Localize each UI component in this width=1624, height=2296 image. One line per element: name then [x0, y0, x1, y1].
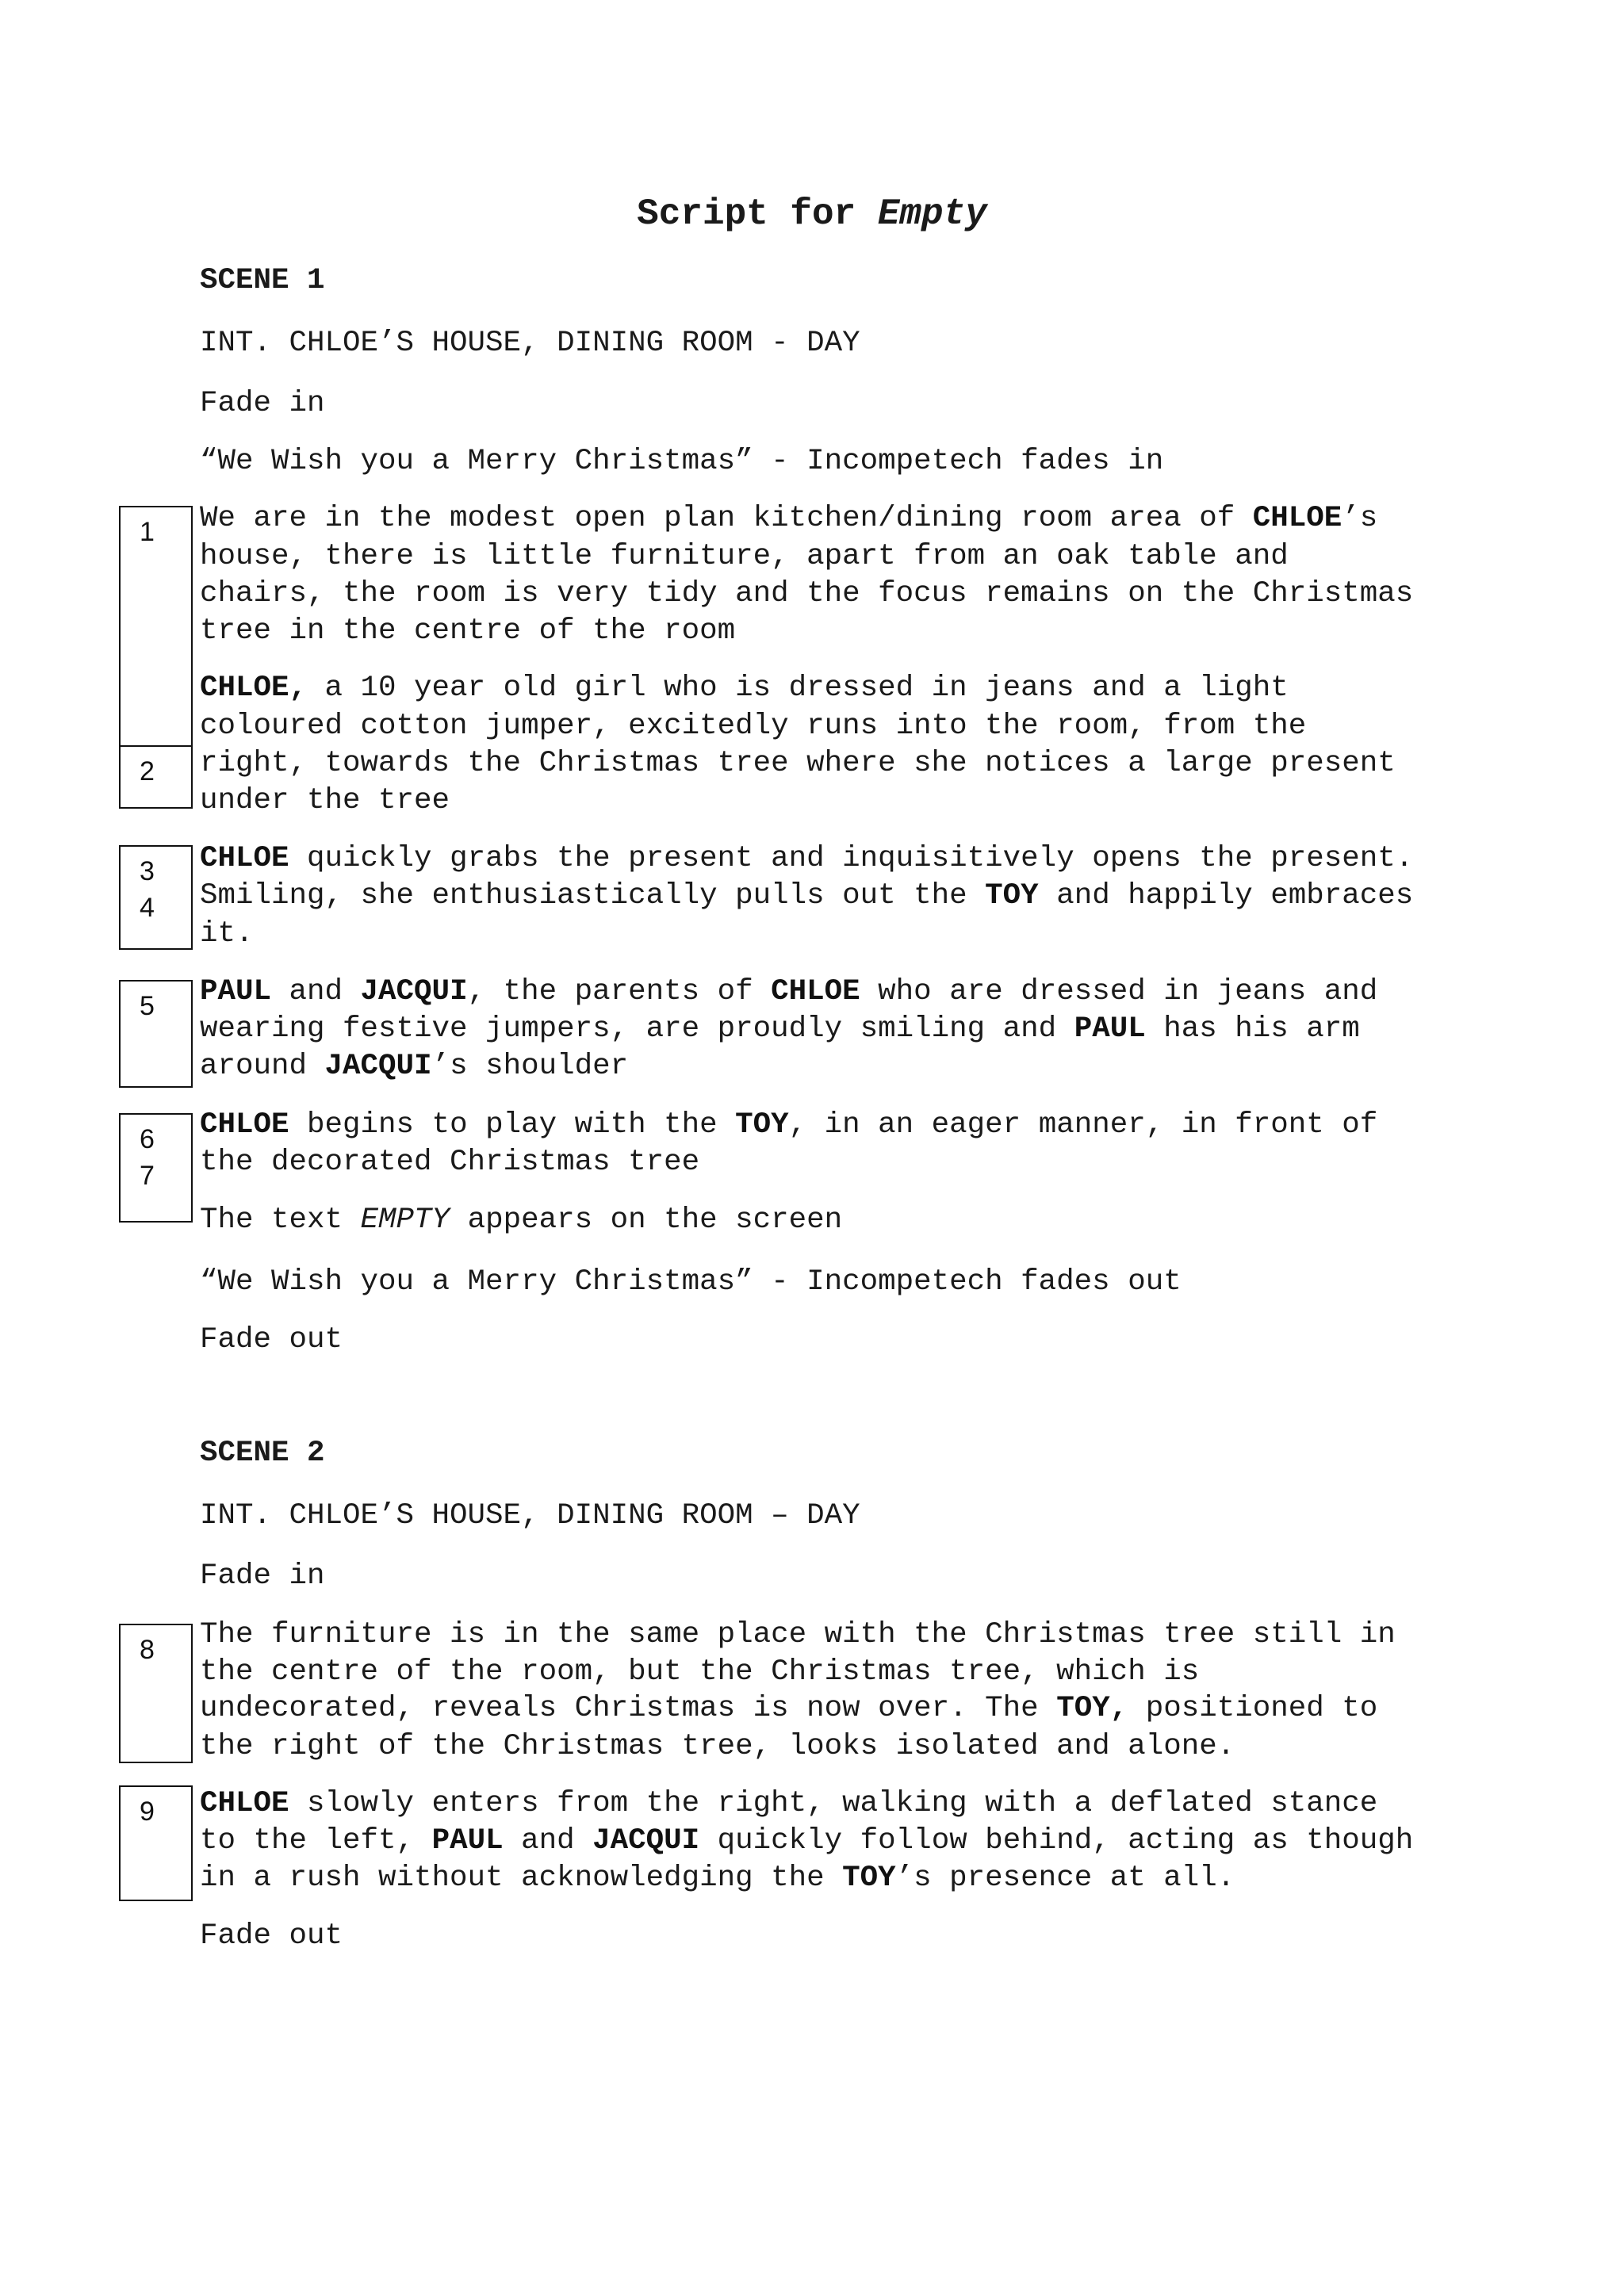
shot-box-6-7 [119, 1113, 193, 1223]
scene-2-heading: SCENE 2 [200, 1437, 325, 1470]
shot-number: 8 [140, 1635, 155, 1665]
scene-1-music-out: “We Wish you a Merry Christmas” - Incompetech fades out [200, 1265, 1182, 1299]
scene-1-fade-in: Fade in [200, 387, 325, 420]
action-line: CHLOE quickly grabs the present and inquisitively opens the present. [200, 842, 1414, 875]
action-line: house, there is little furniture, apart from an oak table and [200, 540, 1289, 573]
action-line: We are in the modest open plan kitchen/dining room area of CHLOE’s [200, 502, 1378, 535]
shot-number: 3 [140, 856, 155, 886]
title-italic: Empty [877, 193, 987, 235]
action-line: under the tree [200, 784, 450, 817]
scene-2-fade-out: Fade out [200, 1919, 343, 1953]
shot-number: 6 [140, 1124, 155, 1154]
scene-1-music-in: “We Wish you a Merry Christmas” - Incompetech fades in [200, 445, 1164, 478]
action-line: right, towards the Christmas tree where she notices a large present [200, 747, 1396, 780]
action-line: PAUL and JACQUI, the parents of CHLOE who are dressed in jeans and [200, 975, 1378, 1008]
action-line: The text EMPTY appears on the screen [200, 1203, 843, 1237]
scene-2-location: INT. CHLOE’S HOUSE, DINING ROOM – DAY [200, 1499, 860, 1533]
shot-box-5 [119, 980, 193, 1088]
action-line: in a rush without acknowledging the TOY’s presence at all. [200, 1862, 1235, 1895]
shot-number: 5 [140, 991, 155, 1021]
action-line: the centre of the room, but the Christmas tree, which is [200, 1655, 1200, 1689]
shot-box-8 [119, 1624, 193, 1763]
shot-number: 4 [140, 893, 155, 923]
action-line: Smiling, she enthusiastically pulls out the TOY and happily embraces [200, 879, 1414, 913]
scene-1-heading: SCENE 1 [200, 264, 325, 297]
action-line: to the left, PAUL and JACQUI quickly follow behind, acting as though [200, 1824, 1414, 1858]
shot-number: 7 [140, 1161, 155, 1191]
scene-1-fade-out: Fade out [200, 1323, 343, 1357]
page-title [0, 193, 1624, 235]
shot-number: 2 [140, 756, 155, 786]
shot-box-2 [119, 745, 193, 809]
action-line: chairs, the room is very tidy and the focus remains on the Christmas [200, 577, 1414, 610]
action-line: undecorated, reveals Christmas is now over. The TOY, positioned to [200, 1692, 1378, 1725]
action-line: wearing festive jumpers, are proudly smiling and PAUL has his arm [200, 1012, 1360, 1046]
shot-number: 9 [140, 1797, 155, 1827]
action-line: the right of the Christmas tree, looks isolated and alone. [200, 1730, 1235, 1763]
shot-box-3-4 [119, 845, 193, 950]
action-line: CHLOE begins to play with the TOY, in an eager manner, in front of [200, 1108, 1378, 1142]
action-line: coloured cotton jumper, excitedly runs into the room, from the [200, 710, 1307, 743]
title-text: Script for [637, 193, 878, 235]
action-line: CHLOE, a 10 year old girl who is dressed in jeans and a light [200, 672, 1289, 705]
action-line: the decorated Christmas tree [200, 1146, 700, 1179]
shot-number: 1 [140, 517, 155, 547]
shot-box-9 [119, 1785, 193, 1901]
action-line: around JACQUI’s shoulder [200, 1050, 629, 1083]
shot-box-1 [119, 506, 193, 747]
action-line: it. [200, 917, 254, 951]
action-line: CHLOE slowly enters from the right, walking with a deflated stance [200, 1787, 1378, 1820]
scene-1-location: INT. CHLOE’S HOUSE, DINING ROOM - DAY [200, 327, 860, 360]
action-line: tree in the centre of the room [200, 614, 736, 648]
scene-2-fade-in: Fade in [200, 1559, 325, 1593]
action-line: The furniture is in the same place with the Christmas tree still in [200, 1618, 1396, 1651]
